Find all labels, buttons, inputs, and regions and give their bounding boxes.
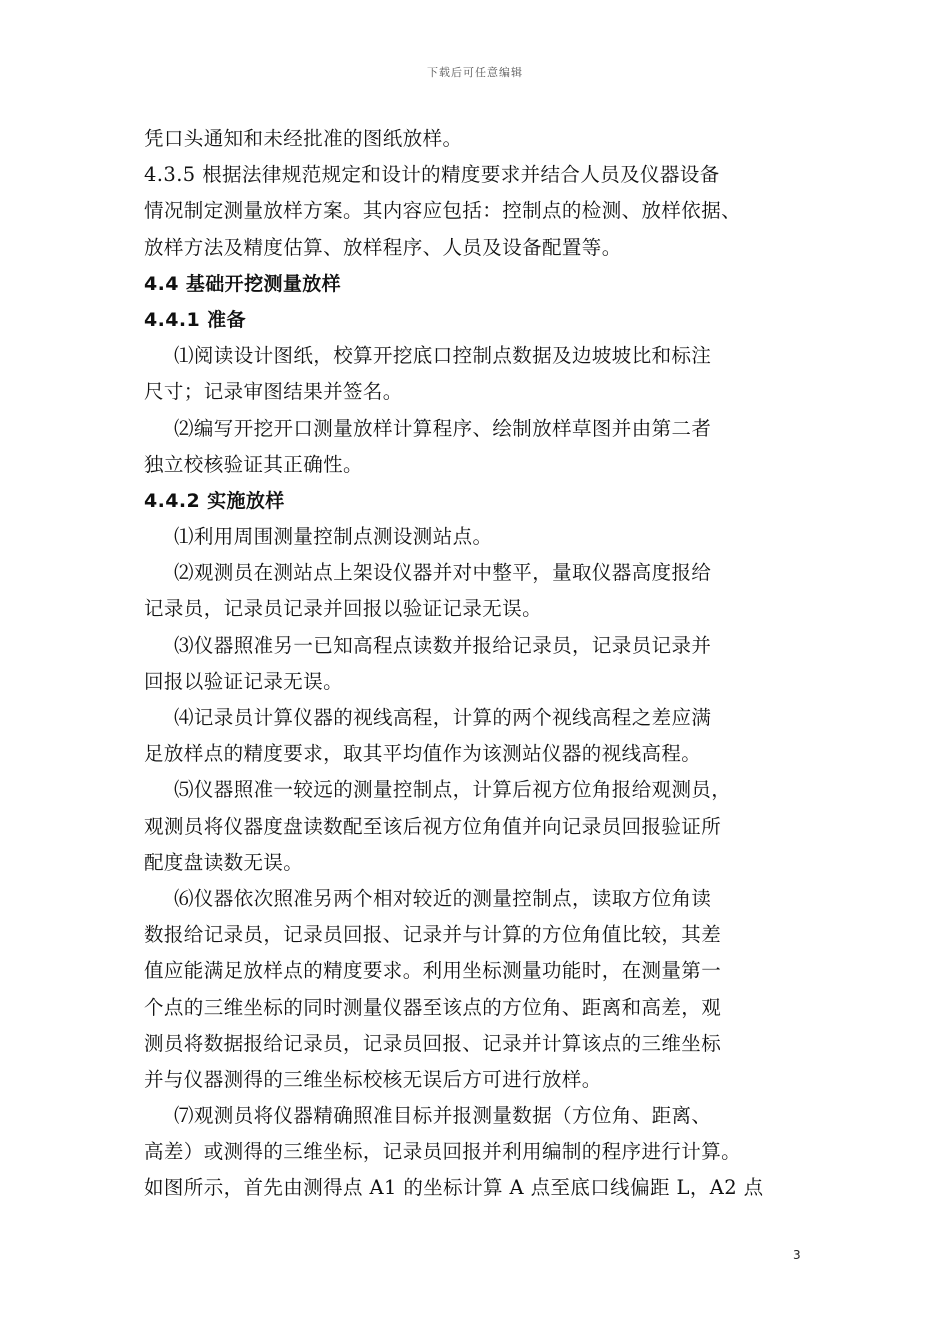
list-item-line: ⑴利用周围测量控制点测设测站点。: [174, 525, 493, 549]
page-number: 3: [793, 1248, 801, 1262]
paragraph-line: 足放样点的精度要求，取其平均值作为该测站仪器的视线高程。: [144, 742, 702, 766]
subsection-heading: 4.4.1 准备: [144, 308, 246, 331]
paragraph-line: 测员将数据报给记录员，记录员回报、记录并计算该点的三维坐标: [144, 1031, 722, 1055]
list-item-line: ⑸仪器照准一较远的测量控制点，计算后视方位角报给观测员，: [174, 778, 732, 802]
list-item-line: ⑺观测员将仪器精确照准目标并报测量数据（方位角、距离、: [174, 1104, 712, 1128]
list-item-line: ⑹仪器依次照准另两个相对较近的测量控制点，读取方位角读: [174, 886, 712, 910]
page-header: 下载后可任意编辑: [427, 66, 523, 79]
list-item-line: ⑵编写开挖开口测量放样计算程序、绘制放样草图并由第二者: [174, 416, 712, 440]
paragraph-line: 如图所示，首先由测得点 A1 的坐标计算 A 点至底口线偏距 L，A2 点: [144, 1176, 764, 1200]
paragraph-line: 高差）或测得的三维坐标，记录员回报并利用编制的程序进行计算。: [144, 1140, 742, 1164]
paragraph-line: 并与仪器测得的三维坐标校核无误后方可进行放样。: [144, 1067, 602, 1091]
paragraph-line: 凭口头通知和未经批准的图纸放样。: [144, 127, 463, 150]
paragraph-line: 配度盘读数无误。: [144, 850, 304, 874]
paragraph-line: 值应能满足放样点的精度要求。利用坐标测量功能时，在测量第一: [144, 959, 722, 983]
paragraph-line: 回报以验证记录无误。: [144, 669, 344, 693]
paragraph-line: 个点的三维坐标的同时测量仪器至该点的方位角、距离和高差，观: [144, 995, 722, 1019]
paragraph-line: 记录员，记录员记录并回报以验证记录无误。: [144, 597, 543, 621]
list-item-line: ⑶仪器照准另一已知高程点读数并报给记录员，记录员记录并: [174, 633, 712, 657]
paragraph-line: 独立校核验证其正确性。: [144, 452, 363, 476]
paragraph-line: 尺寸；记录审图结果并签名。: [144, 380, 403, 404]
paragraph-line: 情况制定测量放样方案。其内容应包括：控制点的检测、放样依据、: [144, 199, 742, 223]
subsection-heading: 4.4.2 实施放样: [144, 489, 285, 512]
list-item-line: ⑷记录员计算仪器的视线高程，计算的两个视线高程之差应满: [174, 706, 712, 729]
list-item-line: ⑵观测员在测站点上架设仪器并对中整平，量取仪器高度报给: [174, 561, 712, 585]
list-item-line: ⑴阅读设计图纸，校算开挖底口控制点数据及边坡坡比和标注: [174, 344, 712, 368]
paragraph-line: 4.3.5 根据法律规范规定和设计的精度要求并结合人员及仪器设备: [144, 163, 720, 187]
paragraph-line: 放样方法及精度估算、放样程序、人员及设备配置等。: [144, 235, 622, 259]
paragraph-line: 观测员将仪器度盘读数配至该后视方位角值并向记录员回报验证所: [144, 814, 722, 838]
section-heading: 4.4 基础开挖测量放样: [144, 272, 342, 295]
document-body: [144, 121, 806, 1207]
paragraph-line: 数报给记录员，记录员回报、记录并与计算的方位角值比较，其差: [144, 923, 722, 947]
